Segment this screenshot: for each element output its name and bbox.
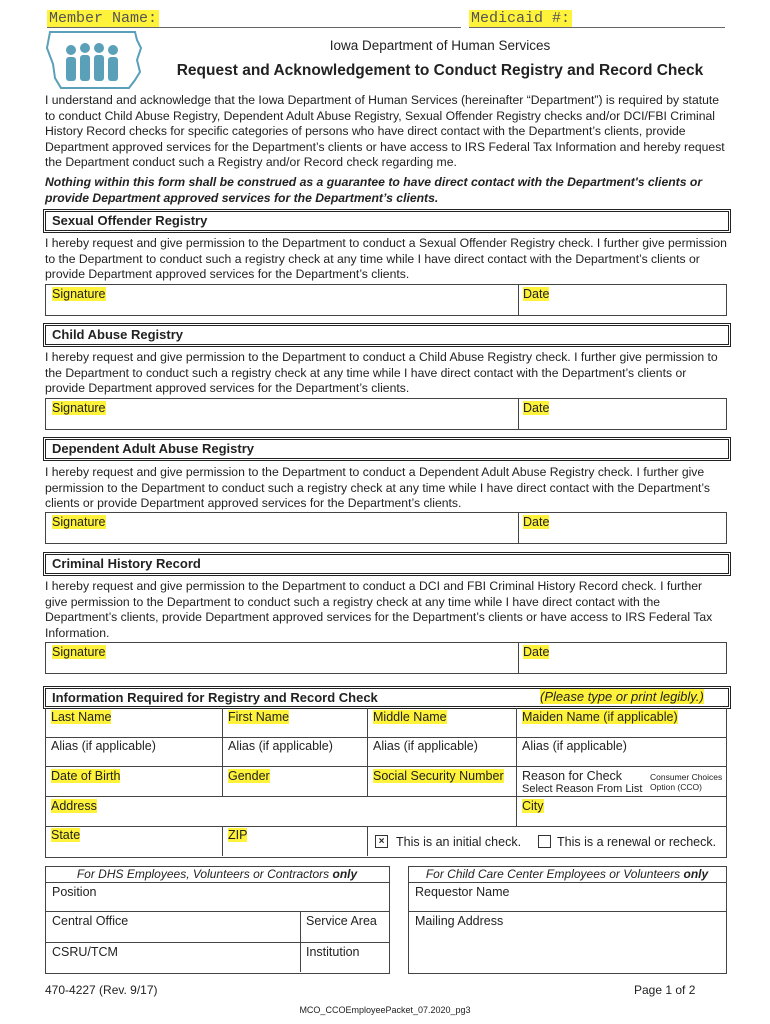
requestor-name-field[interactable]: Requestor Name	[415, 885, 510, 899]
date-field[interactable]: Date	[523, 515, 550, 529]
alias-field-3[interactable]: Alias (if applicable)	[373, 739, 478, 753]
initial-check-label: This is an initial check.	[396, 835, 522, 849]
signature-field[interactable]: Signature	[52, 287, 106, 301]
signature-box-criminal-history	[45, 642, 727, 674]
address-field[interactable]: Address	[51, 799, 97, 813]
maiden-name-field[interactable]: Maiden Name (if applicable)	[522, 710, 678, 724]
last-name-field[interactable]: Last Name	[51, 710, 112, 724]
signature-field[interactable]: Signature	[52, 401, 106, 415]
gender-field[interactable]: Gender	[228, 769, 270, 783]
intro-paragraph: I understand and acknowledge that the Iowa Department of Human Services (hereinafter “Department”) is required by statute to conduct Child Abuse Registry, Dependent Adult Abuse Registry, Sexual Offender Registry checks and/or DCI/FBI Criminal History Record checks for specific categories of persons who have direct contact with the Department’s clients, provide Department approved services for the Department’s clients or have access to IRS Federal Tax Information and hereby request the Department conduct such a Registry and/or Record check regarding me.	[45, 93, 725, 169]
section-text-child-abuse: I hereby request and give permission to the Department to conduct a Child Abuse Registry check. I further give permission to the Department to conduct such a registry check at any time while I have direct contact with the Department’s clients or provide Department approved services for the Department’s clients.	[45, 350, 718, 395]
page-title: Request and Acknowledgement to Conduct Registry and Record Check	[176, 62, 704, 79]
signature-field[interactable]: Signature	[52, 515, 106, 529]
alias-field-2[interactable]: Alias (if applicable)	[228, 739, 333, 753]
signature-box-sexual-offender	[45, 284, 727, 316]
date-field[interactable]: Date	[523, 401, 550, 415]
section-heading-child-abuse: Child Abuse Registry	[45, 325, 729, 345]
reason-label: Reason for Check	[522, 769, 623, 783]
initial-check-checkbox[interactable]: ×	[375, 835, 388, 848]
page-number: Page 1 of 2	[634, 983, 696, 997]
city-field[interactable]: City	[522, 799, 544, 813]
service-area-field[interactable]: Service Area	[306, 914, 377, 928]
institution-field[interactable]: Institution	[306, 945, 360, 959]
section-text-criminal-history: I hereby request and give permission to the Department to conduct a DCI and FBI Criminal History Record check. I further give permission to the Department to conduct such a registry check at any time while I have direct contact with the Department’s clients, provide Department approved services for the Department’s clients or have access to IRS Federal Tax Information.	[45, 579, 713, 640]
date-field[interactable]: Date	[523, 287, 550, 301]
middle-name-field[interactable]: Middle Name	[373, 710, 447, 724]
packet-id: MCO_CCOEmployeePacket_07.2020_pg3	[299, 1005, 471, 1015]
csru-tcm-field[interactable]: CSRU/TCM	[52, 945, 118, 959]
first-name-field[interactable]: First Name	[228, 710, 290, 724]
medicaid-input[interactable]	[469, 27, 725, 28]
dhs-box-heading: For DHS Employees, Volunteers or Contractors only	[76, 867, 358, 881]
dob-field[interactable]: Date of Birth	[51, 769, 121, 783]
signature-box-dependent-adult	[45, 512, 727, 544]
ssn-field[interactable]: Social Security Number	[373, 769, 504, 783]
medicaid-label: Medicaid #:	[471, 10, 571, 27]
zip-field[interactable]: ZIP	[228, 828, 248, 842]
reason-select[interactable]: Consumer Choices Option (CCO)	[650, 772, 723, 792]
date-field[interactable]: Date	[523, 645, 550, 659]
iowa-dhs-logo	[45, 28, 145, 92]
mailing-address-field[interactable]: Mailing Address	[415, 914, 504, 928]
child-care-heading: For Child Care Center Employees or Volunteers only	[425, 867, 709, 881]
member-name-label: Member Name:	[49, 10, 158, 27]
section-text-sexual-offender: I hereby request and give permission to the Department to conduct a Sexual Offender Registry check. I further give permission to the Department to conduct such a registry check at any time while I have direct contact with the Department’s clients or provide Department approved services for the Department’s clients.	[45, 236, 727, 281]
state-field[interactable]: State	[51, 828, 81, 842]
section-heading-dependent-adult: Dependent Adult Abuse Registry	[45, 439, 729, 459]
form-number: 470-4227 (Rev. 9/17)	[45, 983, 158, 997]
section-heading-criminal-history: Criminal History Record	[45, 554, 729, 574]
central-office-field[interactable]: Central Office	[52, 914, 129, 928]
signature-box-child-abuse	[45, 398, 727, 430]
renewal-check-checkbox[interactable]	[538, 835, 551, 848]
alias-field-4[interactable]: Alias (if applicable)	[522, 739, 627, 753]
renewal-check-label: This is a renewal or recheck.	[557, 835, 717, 849]
info-heading: Information Required for Registry and Record Check	[45, 688, 729, 707]
section-heading-sexual-offender: Sexual Offender Registry	[45, 211, 729, 231]
disclaimer: Nothing within this form shall be construed as a guarantee to have direct contact with the Department's clients or provide Department approved services for the Department’s clients.	[45, 175, 703, 205]
signature-field[interactable]: Signature	[52, 645, 106, 659]
reason-hint: Select Reason From List	[522, 783, 643, 795]
position-field[interactable]: Position	[52, 885, 97, 899]
agency-name: Iowa Department of Human Services	[329, 38, 551, 53]
legibility-note: (Please type or print legibly.)	[540, 689, 704, 704]
alias-field-1[interactable]: Alias (if applicable)	[51, 739, 156, 753]
section-text-dependent-adult: I hereby request and give permission to the Department to conduct a Dependent Adult Abuse Registry check. I further give permission to the Department to conduct such a registry check at any time while I have direct contact with the Department’s clients or provide Department approved services for the Department’s clients.	[45, 465, 710, 510]
